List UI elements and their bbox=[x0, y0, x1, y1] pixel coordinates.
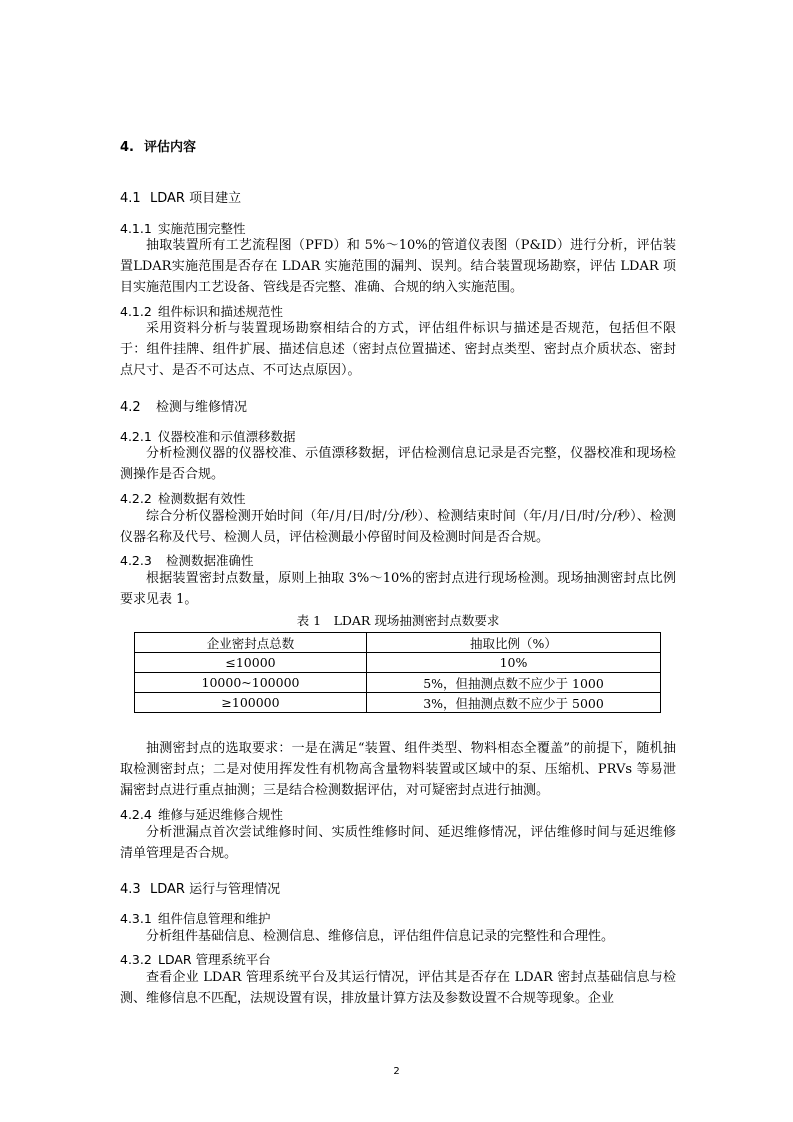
table-cell: ≥100000 bbox=[135, 693, 367, 713]
section-number: 4.2.3 bbox=[120, 553, 152, 568]
table-row bbox=[135, 693, 661, 713]
section-title: 组件信息管理和维护 bbox=[158, 911, 271, 926]
subsection-heading-4-3-2 bbox=[120, 950, 271, 968]
subsection-heading-4-2-3 bbox=[120, 551, 254, 569]
section-title: 组件标识和描述规范性 bbox=[158, 304, 284, 319]
table-row bbox=[135, 673, 661, 693]
paragraph-4-3-1: 分析组件基础信息、检测信息、维修信息，评估组件信息记录的完整性和合理性。 bbox=[146, 929, 615, 944]
section-heading-4-3 bbox=[120, 878, 280, 897]
section-number: 4. bbox=[120, 140, 134, 155]
section-number: 4.1.1 bbox=[120, 221, 152, 236]
paragraph-4-2-3: 根据装置密封点数量，原则上抽取 3%～10%的密封点进行现场检测。现场抽测密封点比例要求见表 1。 bbox=[120, 571, 676, 607]
section-number: 4.3.2 bbox=[120, 952, 152, 967]
subsection-heading-4-3-1 bbox=[120, 909, 271, 927]
section-heading-4-2 bbox=[120, 396, 247, 415]
paragraph-4-2-2: 综合分析仪器检测开始时间（年/月/日/时/分/秒）、检测结束时间（年/月/日/时/分/秒）、检测仪器名称及代号、检测人员，评估检测最小停留时间及检测时间是否合规。 bbox=[120, 509, 676, 545]
section-number: 4.2.2 bbox=[120, 491, 152, 506]
table-cell: 5%，但抽测点数不应少于 1000 bbox=[367, 673, 661, 693]
table-cell: 10% bbox=[367, 653, 661, 673]
page-number: 2 bbox=[393, 1066, 400, 1077]
section-title: 仪器校准和示值漂移数据 bbox=[158, 429, 296, 444]
table-cell: 3%，但抽测点数不应少于 5000 bbox=[367, 693, 661, 713]
table-cell: 10000~100000 bbox=[135, 673, 367, 693]
section-number: 4.3.1 bbox=[120, 911, 152, 926]
paragraph-4-1-1: 抽取装置所有工艺流程图（PFD）和 5%～10%的管道仪表图（P&ID）进行分析，评估装置LDAR实施范围是否存在 LDAR 实施范围的漏判、误判。结合装置现场勘察，评估 LDAR 项目实施范围内工艺设备、管线是否完整、准确、合规的纳入实施范围。 bbox=[120, 238, 676, 295]
section-number: 4.2 bbox=[120, 400, 141, 415]
table-header-cell: 企业密封点总数 bbox=[135, 633, 367, 653]
section-title: 检测数据有效性 bbox=[158, 491, 246, 506]
section-title: LDAR 运行与管理情况 bbox=[150, 882, 281, 897]
section-number: 4.1 bbox=[120, 191, 141, 206]
table-caption: 表 1 LDAR 现场抽测密封点数要求 bbox=[296, 613, 500, 628]
table-header-cell: 抽取比例（%） bbox=[367, 633, 661, 653]
section-number: 4.1.2 bbox=[120, 304, 152, 319]
section-number: 4.3 bbox=[120, 882, 141, 897]
sampling-requirements-table bbox=[134, 632, 661, 713]
subsection-heading-4-2-4 bbox=[120, 805, 283, 823]
section-title: 检测数据准确性 bbox=[166, 553, 254, 568]
section-title: 实施范围完整性 bbox=[158, 221, 246, 236]
section-title: 评估内容 bbox=[144, 140, 197, 155]
paragraph-4-2-4: 分析泄漏点首次尝试维修时间、实质性维修时间、延迟维修情况，评估维修时间与延迟维修清单管理是否合规。 bbox=[120, 825, 676, 861]
section-heading-4 bbox=[120, 136, 196, 155]
section-number: 4.2.4 bbox=[120, 807, 152, 822]
table-row bbox=[135, 653, 661, 673]
subsection-heading-4-2-2 bbox=[120, 489, 246, 507]
section-title: 维修与延迟维修合规性 bbox=[158, 807, 284, 822]
section-title: LDAR 项目建立 bbox=[150, 191, 242, 206]
section-heading-4-1 bbox=[120, 187, 241, 206]
paragraph-4-1-2: 采用资料分析与装置现场勘察相结合的方式，评估组件标识与描述是否规范，包括但不限于：组件挂牌、组件扩展、描述信息述（密封点位置描述、密封点类型、密封点介质状态、密封点尺寸、是否不可达点、不可达点原因）。 bbox=[120, 321, 676, 378]
paragraph-4-3-2: 查看企业 LDAR 管理系统平台及其运行情况，评估其是否存在 LDAR 密封点基础信息与检测、维修信息不匹配，法规设置有误，排放量计算方法及参数设置不合规等现象。企业 bbox=[120, 970, 676, 1006]
paragraph-sampling-selection: 抽测密封点的选取要求：一是在满足“装置、组件类型、物料相态全覆盖”的前提下，随机抽取检测密封点；二是对使用挥发性有机物高含量物料装置或区域中的泵、压缩机、PRVs 等易泄漏密封点进行重点抽测；三是结合检测数据评估，对可疑密封点进行抽测。 bbox=[120, 741, 676, 798]
paragraph-4-2-1: 分析检测仪器的仪器校准、示值漂移数据，评估检测信息记录是否完整，仪器校准和现场检测操作是否合规。 bbox=[120, 446, 676, 482]
section-title: 检测与维修情况 bbox=[156, 400, 248, 415]
table-header-row bbox=[135, 633, 661, 653]
section-title: LDAR 管理系统平台 bbox=[158, 952, 271, 967]
section-number: 4.2.1 bbox=[120, 429, 152, 444]
table-cell: ≤10000 bbox=[135, 653, 367, 673]
